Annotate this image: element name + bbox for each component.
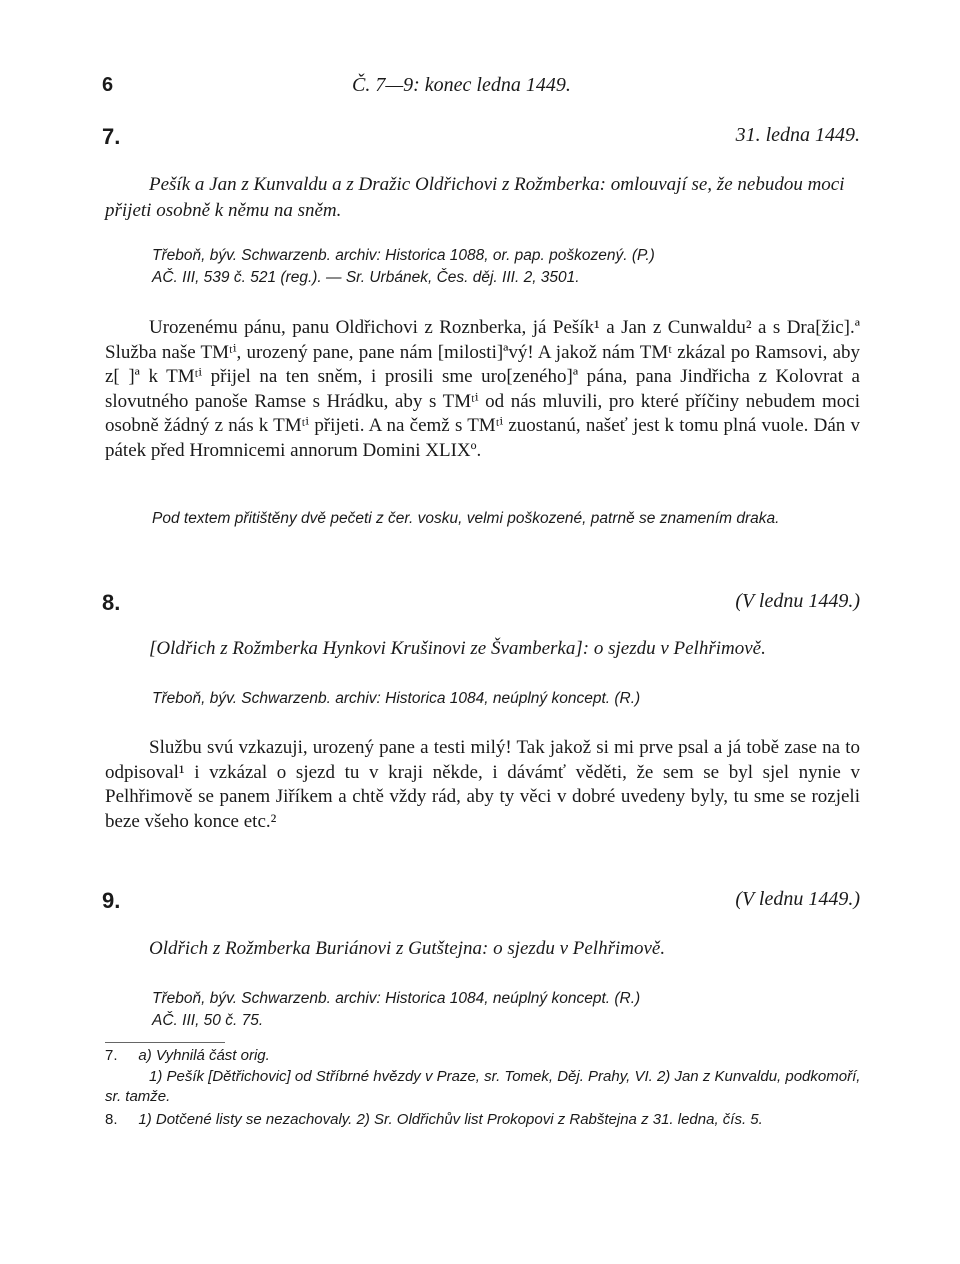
doc-8-source-line-1: Třeboň, býv. Schwarzenb. archiv: Historica 1084, neúplný koncept. (R.)	[152, 690, 641, 707]
footnote-doc-7-line-1: a) Vyhnilá část orig.	[138, 1047, 270, 1064]
doc-8-source	[152, 688, 864, 710]
doc-7-regest	[105, 172, 865, 224]
doc-9-date: (V lednu 1449.)	[735, 888, 860, 910]
footnote-doc-7-a	[105, 1046, 863, 1067]
footnote-doc-7-label: 7.	[105, 1047, 118, 1064]
doc-8-date: (V lednu 1449.)	[735, 590, 860, 612]
footnote-doc-8-line-1: 1) Dotčené listy se nezachovaly. 2) Sr. Oldřichův list Prokopovi z Rabštejna z 31. ledna, čís. 5.	[138, 1110, 763, 1128]
doc-9-number: 9.	[102, 888, 121, 913]
doc-7-source-line-2: AČ. III, 539 č. 521 (reg.). — Sr. Urbánek, Čes. děj. III. 2, 3501.	[152, 269, 580, 286]
doc-7-date: 31. ledna 1449.	[735, 124, 860, 146]
doc-7-seal-note: Pod textem přitištěny dvě pečeti z čer. vosku, velmi poškozené, patrně se znamením draka.	[152, 510, 780, 527]
doc-8-text	[105, 736, 860, 834]
doc-7-source	[152, 245, 864, 289]
footnote-doc-8	[105, 1110, 863, 1131]
footnote-divider	[105, 1042, 225, 1043]
footnotes	[105, 1046, 863, 1130]
doc-9-regest-text: Oldřich z Rožmberka Buriánovi z Gutštejna: o sjezdu v Pelhřimově.	[149, 938, 666, 959]
doc-7-regest-text: Pešík a Jan z Kunvaldu a z Dražic Oldřichovi z Rožmberka: omlouvají se, že nebudou moci přijeti osobně k němu na sněm.	[105, 174, 845, 221]
doc-9-source-line-2: AČ. III, 50 č. 75.	[152, 1012, 264, 1029]
doc-9-source-line-1: Třeboň, býv. Schwarzenb. archiv: Historica 1084, neúplný koncept. (R.)	[152, 990, 641, 1007]
doc-8-text-paragraph: Službu svú vzkazuji, urozený pane a testi milý! Tak jakož si mi prve psal a já tobě zase na to odpisoval¹ i vzkázal o sjezd tu v kraji někde, i dávámť věděti, že sem se byl sjel nynie v Pelhřimově se panem Jiříkem a chtě vždy rád, aby ty věci v dobré uvedeny byly, tu sme se rozjeli beze všeho konce etc.²	[105, 737, 860, 832]
doc-7-number: 7.	[102, 124, 121, 149]
footnote-doc-7-line-2: 1) Pešík [Dětřichovic] od Stříbrné hvězdy v Praze, sr. Tomek, Děj. Prahy, VI. 2) Jan z Kunvaldu, podkomoří, sr. tamže.	[105, 1067, 861, 1105]
doc-7-source-line-1: Třeboň, býv. Schwarzenb. archiv: Historica 1088, or. pap. poškozený. (P.)	[152, 247, 655, 264]
running-title: Č. 7—9: konec ledna 1449.	[352, 74, 571, 96]
doc-9-regest	[105, 936, 865, 962]
doc-8-regest	[105, 636, 865, 662]
doc-8-regest-text: [Oldřich z Rožmberka Hynkovi Krušinovi ze Švamberka]: o sjezdu v Pelhřimově.	[149, 638, 766, 659]
doc-9-source	[152, 988, 864, 1032]
doc-8-number: 8.	[102, 590, 121, 615]
footnote-doc-8-label: 8.	[105, 1110, 118, 1128]
page-number: 6	[102, 74, 114, 96]
doc-7-text	[105, 316, 860, 464]
doc-7-text-paragraph: Urozenému pánu, panu Oldřichovi z Roznberka, já Pešík¹ a Jan z Cunwaldu² a s Dra[žic].ª Služba naše TMᵗⁱ, urozený pane, pane nám [milosti]ªvý! A jakož nám TMᵗ zkázal po Ramsovi, aby z[ ]ª k TMᵗⁱ přijel na ten sněm, i prosili sme uro[zeného]ª pána, pana Jindřicha z Kolovrat a slovutného panoše Ramse s Hrádku, aby s TMᵗⁱ od nás mluvili, pro které příčiny nebudem moci osobně žádný z nás k TMᵗⁱ přijeti. A na čemž s TMᵗⁱ zuostanú, našeť jest k tomu plná vuole. Dán v pátek před Hromnicemi annorum Domini XLIXº.	[105, 317, 860, 461]
